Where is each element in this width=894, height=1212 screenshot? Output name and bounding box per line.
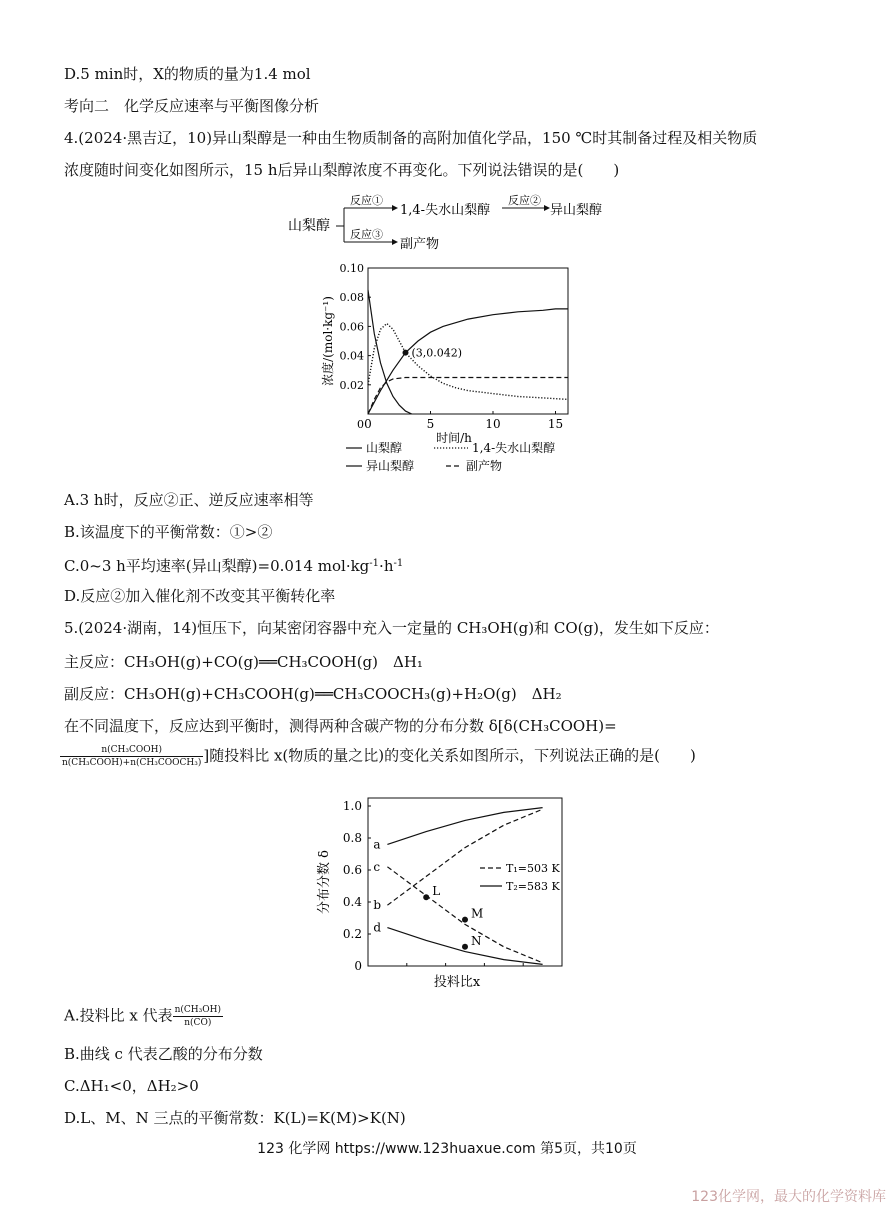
- q4-stem-line2: 浓度随时间变化如图所示，15 h后异山梨醇浓度不再变化。下列说法错误的是( ): [64, 161, 620, 179]
- y-tick-label: 0.08: [339, 291, 364, 305]
- point-M: [462, 917, 468, 923]
- scheme-r2: 反应②: [508, 194, 541, 207]
- q5a-num: n(CH₃OH): [174, 1005, 221, 1015]
- plot-frame: [368, 268, 568, 414]
- x-axis-label: 时间/h: [436, 431, 472, 445]
- legend-label-t2: T₂=583 K: [506, 880, 560, 893]
- q5-main-reaction: [64, 652, 423, 672]
- y-tick-label: 0.2: [342, 927, 362, 941]
- scheme-byproduct: 副产物: [400, 237, 440, 252]
- legend-label-t1: T₁=503 K: [506, 862, 560, 875]
- annotation-point: [403, 350, 409, 356]
- legend-label: 1,4-失水山梨醇: [472, 441, 556, 455]
- x-tick-label: 0: [364, 417, 372, 431]
- section-heading: 考向二 化学反应速率与平衡图像分析: [64, 97, 320, 115]
- q5-option-a: [64, 1004, 223, 1029]
- q5-option-b: B.曲线 c 代表乙酸的分布分数: [64, 1045, 263, 1063]
- curve-label-a: a: [373, 837, 381, 852]
- delta-frac-num: n(CH₃COOH): [60, 744, 203, 757]
- y-tick-label: 0.06: [339, 320, 364, 334]
- y-axis-label: 分布分数 δ: [317, 850, 332, 914]
- y-tick-label: 1.0: [342, 799, 362, 813]
- q5-stem-line2: 在不同温度下，反应达到平衡时，测得两种含碳产物的分布分数 δ[δ(CH₃COOH)=: [64, 717, 617, 735]
- scheme-start: 山梨醇: [288, 218, 330, 234]
- q4-option-c: [64, 554, 403, 576]
- q5-stem-rest: ]随投料比 x(物质的量之比)的变化关系如图所示，下列说法正确的是( ): [203, 746, 696, 765]
- y-tick-label: 0.6: [342, 863, 362, 877]
- point-label-L: L: [432, 884, 441, 899]
- scheme-r3: 反应③: [350, 228, 383, 241]
- q4c-mid: ·h: [379, 557, 394, 575]
- q4-option-a: A.3 h时，反应②正、逆反应速率相等: [64, 491, 314, 509]
- x-tick-label: 10: [485, 417, 501, 431]
- q5-stem-line1: 5.(2024·湖南，14)恒压下，向某密闭容器中充入一定量的 CH₃OH(g)和 CO(g)，发生如下反应：: [64, 619, 719, 637]
- x-axis-label: 投料比x: [433, 975, 481, 990]
- delta-fraction: [60, 744, 203, 769]
- delta-frac-den: n(CH₃COOH)+n(CH₃COOCH₃): [62, 758, 202, 768]
- q5-main-label: 主反应：: [64, 653, 125, 671]
- legend-label: 副产物: [466, 459, 503, 473]
- curve-label-d: d: [373, 920, 382, 935]
- y-tick-label: 0: [354, 959, 362, 973]
- y-axis-label: 浓度/(mol·kg⁻¹): [321, 296, 335, 386]
- q4c-sup1: -1: [369, 558, 380, 569]
- y-tick-label: 0.10: [339, 262, 364, 275]
- point-L: [423, 894, 429, 900]
- x-tick-label: 5: [426, 417, 435, 431]
- legend-label: 异山梨醇: [366, 459, 415, 473]
- series-line-3: [368, 309, 568, 414]
- watermark: 123化学网，最大的化学资料库: [691, 1189, 886, 1205]
- q5-side-eq: CH₃OH(g)+CH₃COOH(g)══CH₃COOCH₃(g)+H₂O(g) ΔH₂: [124, 685, 562, 703]
- origin-label: 0: [357, 418, 364, 431]
- q4-option-b: B.该温度下的平衡常数：①>②: [64, 523, 273, 541]
- concentration-chart: [312, 258, 582, 480]
- x-tick-label: 15: [547, 417, 564, 431]
- q5a-fraction: [173, 1004, 223, 1029]
- q5-side-reaction: [64, 684, 562, 704]
- q5-side-label: 副反应：: [64, 685, 125, 703]
- curve-label-b: b: [373, 898, 382, 913]
- q4-option-d: D.反应②加入催化剂不改变其平衡转化率: [64, 587, 336, 605]
- q5-main-eq: CH₃OH(g)+CO(g)══CH₃COOH(g) ΔH₁: [124, 653, 423, 671]
- annotation-label: (3,0.042): [411, 346, 463, 360]
- series-line-2: [368, 324, 568, 400]
- q4-stem-line1: 4.(2024·黑吉辽，10)异山梨醇是一种由生物质制备的高附加值化学品，150 ℃时其制备过程及相关物质: [64, 129, 758, 147]
- q5-option-c: C.ΔH₁<0，ΔH₂>0: [64, 1077, 199, 1095]
- q5-stem-line3: [60, 744, 696, 769]
- q5a-den: n(CO): [184, 1018, 212, 1028]
- y-tick-label: 0.4: [342, 895, 362, 909]
- scheme-r1: 反应①: [350, 194, 383, 207]
- page-footer: 123 化学网 https://www.123huaxue.com 第5页，共10页: [257, 1141, 637, 1157]
- y-tick-label: 0.04: [339, 349, 364, 363]
- point-label-M: M: [471, 906, 484, 921]
- scheme-inter: 1,4-失水山梨醇: [400, 203, 491, 218]
- option-d-prev: D.5 min时，X的物质的量为1.4 mol: [64, 65, 311, 83]
- series-line-4: [368, 378, 568, 415]
- scheme-product: 异山梨醇: [550, 203, 603, 218]
- y-tick-label: 0.8: [342, 831, 362, 845]
- curve-label-c: c: [373, 859, 381, 874]
- distribution-chart: [312, 790, 602, 994]
- legend-label: 山梨醇: [366, 441, 403, 455]
- curve-a: [387, 808, 542, 845]
- q4c-text: C.0~3 h平均速率(异山梨醇)=0.014 mol·kg: [64, 557, 370, 575]
- reaction-scheme: [280, 190, 620, 252]
- q4c-sup2: -1: [393, 558, 404, 569]
- y-tick-label: 0.02: [339, 378, 364, 392]
- q5-option-d: D.L、M、N 三点的平衡常数：K(L)=K(M)>K(N): [64, 1109, 406, 1127]
- point-N: [462, 944, 468, 950]
- point-label-N: N: [471, 933, 482, 948]
- q5a-text: A.投料比 x 代表: [64, 1006, 173, 1025]
